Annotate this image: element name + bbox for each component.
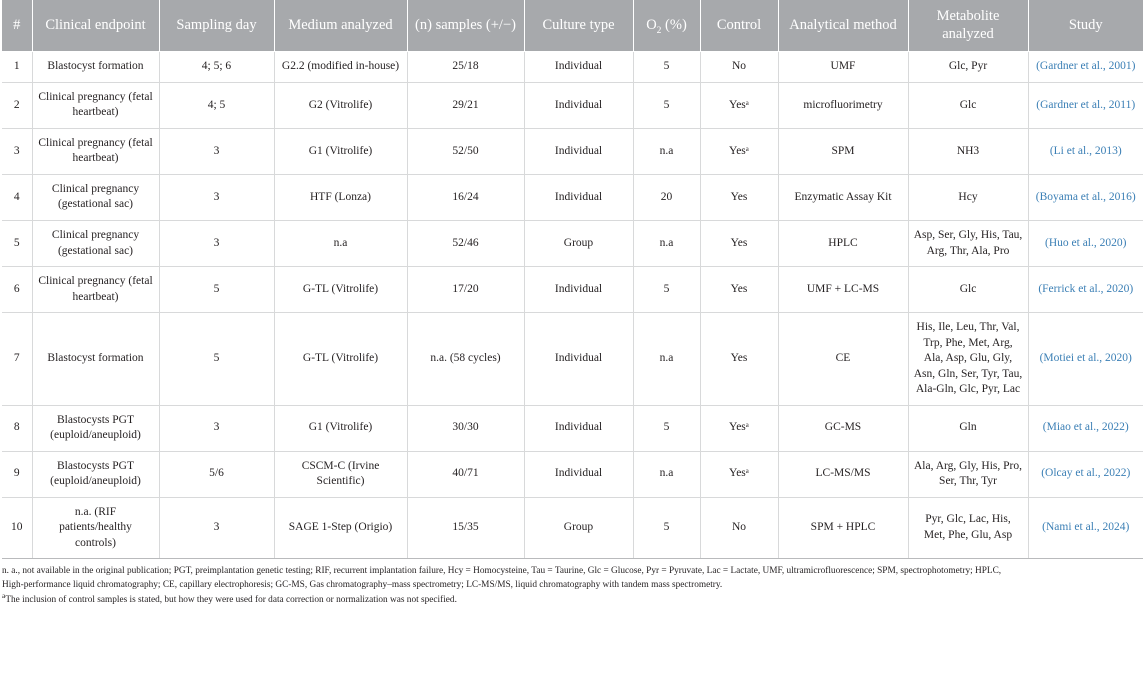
cell-index: 5 [2, 220, 32, 266]
study-link-label[interactable]: (Olcay et al., 2022) [1041, 467, 1131, 480]
cell-control: Yesᵃ [700, 405, 778, 451]
footnote-marker-a: a [2, 590, 6, 600]
cell-metabolite-analyzed: His, Ile, Leu, Thr, Val, Trp, Phe, Met, Arg, Ala, Asp, Glu, Gly, Asn, Gln, Ser, Tyr, Tau, Ala-Gln, Glc, Pyr, Lac [908, 313, 1028, 406]
cell-control: Yesᵃ [700, 128, 778, 174]
study-link-label[interactable]: (Miao et al., 2022) [1042, 421, 1129, 434]
footnote-control-note-text: The inclusion of control samples is stated, but how they were used for data correction or normalization was not specified. [5, 594, 457, 605]
cell-culture-type: Individual [524, 52, 633, 83]
cell-oxygen-percent: n.a [633, 451, 700, 497]
cell-metabolite-analyzed: Glc [908, 267, 1028, 313]
cell-n-samples: 30/30 [407, 405, 524, 451]
cell-control: Yes [700, 313, 778, 406]
cell-culture-type: Individual [524, 174, 633, 220]
table-row [2, 174, 1143, 220]
table-row [2, 313, 1143, 406]
cell-metabolite-analyzed: Hcy [908, 174, 1028, 220]
table-header [2, 0, 1143, 52]
cell-study-link[interactable] [1028, 52, 1143, 83]
cell-oxygen-percent: n.a [633, 128, 700, 174]
cell-medium-analyzed: SAGE 1-Step (Origio) [274, 497, 407, 559]
cell-n-samples: 40/71 [407, 451, 524, 497]
study-link-label[interactable]: (Gardner et al., 2011) [1036, 98, 1136, 111]
cell-control: Yesᵃ [700, 451, 778, 497]
cell-metabolite-analyzed: Ala, Arg, Gly, His, Pro, Ser, Thr, Tyr [908, 451, 1028, 497]
cell-clinical-endpoint: n.a. (RIF patients/healthy controls) [32, 497, 159, 559]
studies-table [2, 0, 1143, 559]
column-header-oxygen-percent: $O_2$ (%) [633, 0, 700, 52]
cell-study-link[interactable] [1028, 267, 1143, 313]
cell-analytical-method: UMF [778, 52, 908, 83]
cell-index: 8 [2, 405, 32, 451]
table-row [2, 267, 1143, 313]
table-row [2, 405, 1143, 451]
cell-clinical-endpoint: Blastocysts PGT (euploid/aneuploid) [32, 405, 159, 451]
column-header-analytical-method: Analytical method [778, 0, 908, 52]
cell-index: 1 [2, 52, 32, 83]
cell-sampling-day: 3 [159, 497, 274, 559]
study-link-label[interactable]: (Gardner et al., 2001) [1036, 60, 1136, 73]
cell-sampling-day: 5 [159, 313, 274, 406]
cell-medium-analyzed: HTF (Lonza) [274, 174, 407, 220]
cell-control: Yes [700, 267, 778, 313]
cell-metabolite-analyzed: NH3 [908, 128, 1028, 174]
cell-sampling-day: 4; 5 [159, 82, 274, 128]
cell-clinical-endpoint: Clinical pregnancy (fetal heartbeat) [32, 82, 159, 128]
cell-oxygen-percent: n.a [633, 220, 700, 266]
study-link-label[interactable]: (Huo et al., 2020) [1045, 236, 1127, 249]
cell-analytical-method: CE [778, 313, 908, 406]
column-header-n-samples: (n) samples (+/−) [407, 0, 524, 52]
cell-culture-type: Individual [524, 82, 633, 128]
cell-culture-type: Individual [524, 405, 633, 451]
cell-study-link[interactable] [1028, 497, 1143, 559]
cell-medium-analyzed: n.a [274, 220, 407, 266]
cell-index: 2 [2, 82, 32, 128]
cell-sampling-day: 3 [159, 405, 274, 451]
column-header-sampling-day: Sampling day [159, 0, 274, 52]
table-row [2, 220, 1143, 266]
cell-n-samples: n.a. (58 cycles) [407, 313, 524, 406]
cell-clinical-endpoint: Blastocyst formation [32, 52, 159, 83]
column-header-study: Study [1028, 0, 1143, 52]
cell-metabolite-analyzed: Pyr, Glc, Lac, His, Met, Phe, Glu, Asp [908, 497, 1028, 559]
table-row [2, 82, 1143, 128]
column-header-culture-type: Culture type [524, 0, 633, 52]
column-header-index: # [2, 0, 32, 52]
cell-sampling-day: 3 [159, 220, 274, 266]
cell-oxygen-percent: n.a [633, 313, 700, 406]
cell-metabolite-analyzed: Glc [908, 82, 1028, 128]
cell-medium-analyzed: G1 (Vitrolife) [274, 128, 407, 174]
cell-culture-type: Group [524, 220, 633, 266]
cell-culture-type: Individual [524, 451, 633, 497]
cell-study-link[interactable] [1028, 313, 1143, 406]
cell-control: Yes [700, 174, 778, 220]
cell-oxygen-percent: 5 [633, 405, 700, 451]
cell-sampling-day: 4; 5; 6 [159, 52, 274, 83]
cell-analytical-method: SPM + HPLC [778, 497, 908, 559]
cell-sampling-day: 5 [159, 267, 274, 313]
cell-metabolite-analyzed: Glc, Pyr [908, 52, 1028, 83]
cell-oxygen-percent: 20 [633, 174, 700, 220]
cell-n-samples: 52/46 [407, 220, 524, 266]
cell-control: Yesᵃ [700, 82, 778, 128]
cell-analytical-method: SPM [778, 128, 908, 174]
cell-n-samples: 16/24 [407, 174, 524, 220]
table-row [2, 52, 1143, 83]
cell-medium-analyzed: CSCM-C (Irvine Scientific) [274, 451, 407, 497]
table-row [2, 497, 1143, 559]
cell-analytical-method: UMF + LC-MS [778, 267, 908, 313]
cell-control: No [700, 497, 778, 559]
cell-sampling-day: 3 [159, 128, 274, 174]
cell-analytical-method: Enzymatic Assay Kit [778, 174, 908, 220]
cell-study-link[interactable] [1028, 405, 1143, 451]
study-link-label[interactable]: (Li et al., 2013) [1049, 144, 1122, 157]
cell-index: 9 [2, 451, 32, 497]
cell-sampling-day: 3 [159, 174, 274, 220]
study-link-label[interactable]: (Motiei et al., 2020) [1039, 352, 1132, 365]
cell-n-samples: 29/21 [407, 82, 524, 128]
table-row [2, 128, 1143, 174]
cell-analytical-method: LC-MS/MS [778, 451, 908, 497]
cell-culture-type: Individual [524, 267, 633, 313]
cell-clinical-endpoint: Clinical pregnancy (gestational sac) [32, 174, 159, 220]
cell-control: No [700, 52, 778, 83]
table-row [2, 451, 1143, 497]
column-header-metabolite-analyzed: Metabolite analyzed [908, 0, 1028, 52]
cell-clinical-endpoint: Blastocyst formation [32, 313, 159, 406]
cell-index: 6 [2, 267, 32, 313]
cell-analytical-method: microfluorimetry [778, 82, 908, 128]
table-body [2, 52, 1143, 559]
column-header-clinical-endpoint: Clinical endpoint [32, 0, 159, 52]
table-header-row [2, 0, 1143, 52]
footnote-abbreviations-line-1: n. a., not available in the original publication; PGT, preimplantation genetic testing; RIF, recurrent implantation failure, Hcy = Homocysteine, Tau = Taurine, Glc = Glucose, Pyr = Pyruvate, Lac = Lactate, UMF, ultramicrofluorescence; SPM, spectrophotometry; HPLC, [2, 566, 1002, 577]
cell-oxygen-percent: 5 [633, 267, 700, 313]
cell-clinical-endpoint: Clinical pregnancy (fetal heartbeat) [32, 267, 159, 313]
cell-oxygen-percent: 5 [633, 497, 700, 559]
cell-index: 7 [2, 313, 32, 406]
cell-study-link[interactable] [1028, 451, 1143, 497]
cell-medium-analyzed: G2 (Vitrolife) [274, 82, 407, 128]
cell-metabolite-analyzed: Gln [908, 405, 1028, 451]
cell-culture-type: Individual [524, 128, 633, 174]
cell-analytical-method: GC-MS [778, 405, 908, 451]
cell-medium-analyzed: G-TL (Vitrolife) [274, 267, 407, 313]
cell-n-samples: 25/18 [407, 52, 524, 83]
column-header-control: Control [700, 0, 778, 52]
footnote-control-note [2, 590, 1143, 607]
cell-study-link[interactable] [1028, 82, 1143, 128]
cell-n-samples: 15/35 [407, 497, 524, 559]
footnote-abbreviations-line-2: High-performance liquid chromatography; CE, capillary electrophoresis; GC-MS, Gas chromatography–mass spectrometry; LC-MS/MS, liquid chromatography with tandem mass spectrometry. [2, 580, 723, 591]
cell-oxygen-percent: 5 [633, 52, 700, 83]
cell-clinical-endpoint: Clinical pregnancy (fetal heartbeat) [32, 128, 159, 174]
cell-index: 4 [2, 174, 32, 220]
cell-clinical-endpoint: Blastocysts PGT (euploid/aneuploid) [32, 451, 159, 497]
column-header-medium-analyzed: Medium analyzed [274, 0, 407, 52]
cell-sampling-day: 5/6 [159, 451, 274, 497]
cell-culture-type: Individual [524, 313, 633, 406]
cell-study-link[interactable] [1028, 220, 1143, 266]
cell-metabolite-analyzed: Asp, Ser, Gly, His, Tau, Arg, Thr, Ala, Pro [908, 220, 1028, 266]
cell-medium-analyzed: G2.2 (modified in-house) [274, 52, 407, 83]
study-link-label[interactable]: (Boyama et al., 2016) [1035, 190, 1136, 203]
cell-culture-type: Group [524, 497, 633, 559]
cell-medium-analyzed: G1 (Vitrolife) [274, 405, 407, 451]
study-link-label[interactable]: (Nami et al., 2024) [1042, 521, 1130, 534]
cell-clinical-endpoint: Clinical pregnancy (gestational sac) [32, 220, 159, 266]
cell-n-samples: 52/50 [407, 128, 524, 174]
table-footnotes [2, 565, 1143, 607]
study-link-label[interactable]: (Ferrick et al., 2020) [1038, 282, 1134, 295]
cell-n-samples: 17/20 [407, 267, 524, 313]
cell-study-link[interactable] [1028, 174, 1143, 220]
cell-analytical-method: HPLC [778, 220, 908, 266]
cell-index: 10 [2, 497, 32, 559]
cell-study-link[interactable] [1028, 128, 1143, 174]
cell-control: Yes [700, 220, 778, 266]
cell-medium-analyzed: G-TL (Vitrolife) [274, 313, 407, 406]
cell-index: 3 [2, 128, 32, 174]
cell-oxygen-percent: 5 [633, 82, 700, 128]
